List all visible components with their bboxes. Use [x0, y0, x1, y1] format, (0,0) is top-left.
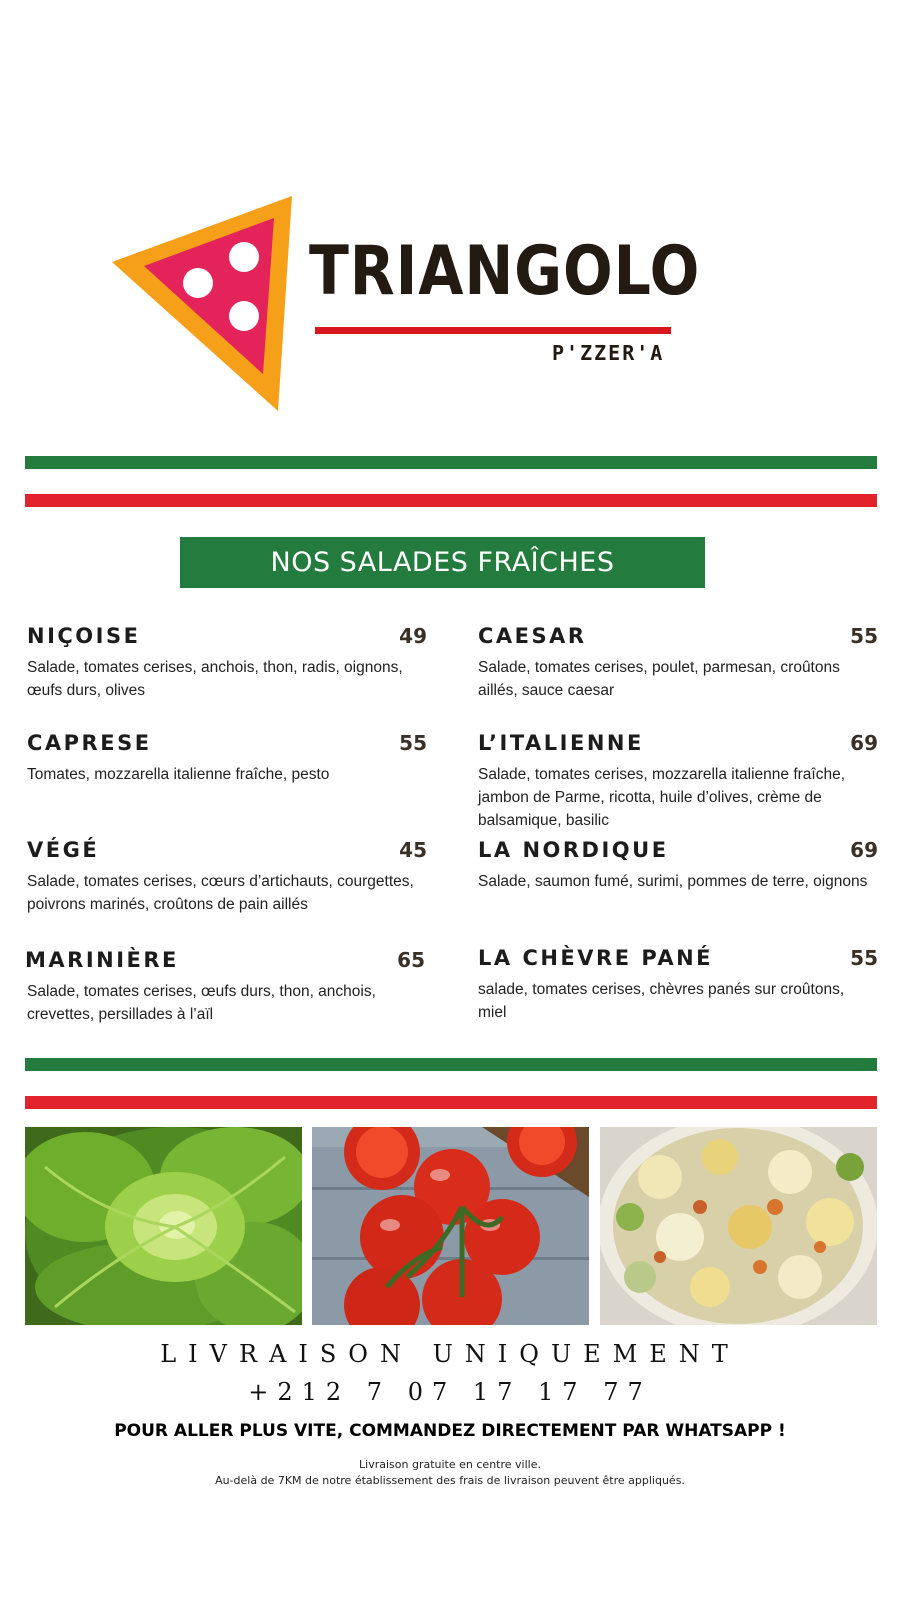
italian-stripe-red-top: [25, 494, 877, 507]
brand-logo: [112, 196, 701, 411]
menu-item-name: LA NORDIQUE: [478, 838, 669, 862]
menu-item-name: L’ITALIENNE: [478, 731, 644, 755]
italian-stripe-red-bottom: [25, 1096, 877, 1109]
pizza-slice-icon: [112, 196, 294, 411]
section-title: NOS SALADES FRAÎCHES: [180, 537, 705, 588]
menu-item-description: Salade, saumon fumé, surimi, pommes de terre, oignons: [478, 873, 868, 890]
menu-item-description: Salade, tomates cerises, cœurs d’artichauts, courgettes, poivrons marinés, croûtons de pain aillés: [27, 873, 414, 913]
menu-item-name: NIÇOISE: [27, 624, 141, 648]
salad-photo: [600, 1127, 877, 1325]
menu-item-description: Salade, tomates cerises, poulet, parmesan, croûtons aillés, sauce caesar: [478, 659, 840, 699]
menu-item-price: 45: [399, 838, 427, 862]
tomatoes-photo: [312, 1127, 589, 1325]
whatsapp-callout: POUR ALLER PLUS VITE, COMMANDEZ DIRECTEMENT PAR WHATSAPP !: [114, 1421, 786, 1441]
menu-item-price: 49: [399, 624, 427, 648]
delivery-note-fees: Au-delà de 7KM de notre établissement des frais de livraison peuvent être appliqués.: [215, 1474, 685, 1487]
menu-item-description: salade, tomates cerises, chèvres panés sur croûtons, miel: [478, 981, 845, 1021]
menu-item-price: 65: [397, 948, 425, 972]
italian-stripe-green-bottom: [25, 1058, 877, 1071]
menu-item-name: VÉGÉ: [27, 838, 100, 862]
menu-item-name: CAESAR: [478, 624, 587, 648]
lettuce-photo: [25, 1127, 302, 1325]
brand-underline: [315, 327, 671, 334]
menu-item-price: 55: [850, 624, 878, 648]
menu-item-description: Salade, tomates cerises, œufs durs, thon, anchois, crevettes, persillades à l’aïl: [27, 983, 376, 1023]
menu-item-price: 69: [850, 731, 878, 755]
menu-item-price: 55: [399, 731, 427, 755]
phone-number[interactable]: +212 7 07 17 17 77: [248, 1378, 652, 1406]
delivery-only-label: LIVRAISON UNIQUEMENT: [160, 1340, 740, 1368]
menu-item-description: Salade, tomates cerises, anchois, thon, radis, oignons, œufs durs, olives: [27, 659, 403, 699]
menu-item-name: CAPRESE: [27, 731, 152, 755]
menu-item-description: Salade, tomates cerises, mozzarella italienne fraîche, jambon de Parme, ricotta, huile d’olives, crème de balsamique, basilic: [478, 766, 846, 829]
brand-name: TRIANGOLO: [309, 232, 701, 311]
italian-stripe-green-top: [25, 456, 877, 469]
brand-subtitle: P'ZZER'A: [552, 341, 665, 365]
menu-item-name: MARINIÈRE: [25, 948, 179, 972]
delivery-note-free: Livraison gratuite en centre ville.: [359, 1458, 541, 1471]
menu-item-description: Tomates, mozzarella italienne fraîche, pesto: [27, 766, 330, 783]
menu-item-price: 69: [850, 838, 878, 862]
menu-item-price: 55: [850, 946, 878, 970]
menu-item-name: LA CHÈVRE PANÉ: [478, 946, 713, 970]
